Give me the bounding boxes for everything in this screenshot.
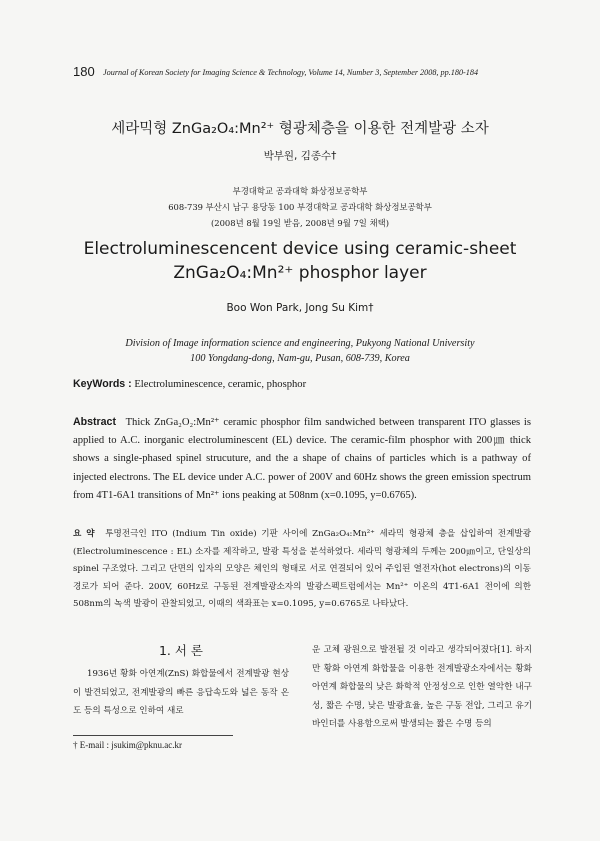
footnote-email: † E-mail : jsukim@pknu.ac.kr: [73, 740, 183, 750]
abstract-korean-text: 투명전극인 ITO (Indium Tin oxide) 기판 사이에 ZnGa₂O₄:Mn²⁺ 세라믹 형광체 층을 삽입하여 전계발광 (Electroluminescence : EL) 소자를 제작하고, 발광 특성을 분석하였다. 세라믹 형광체의 두께는 200㎛이고, 단일상의 spinel 구조였다. 그리고 단면의 입자의 모양은 체인의 형태로 서로 연결되어 있어 주입된 열전자(hot electrons)의 이동 경로가 되어 준다. 200V, 60Hz로 구동된 전계발광소자의 발광스펙트럼에서는 Mn²⁺ 이온의 4T1-6A1 전이에 의한 508nm의 녹색 발광이 관찰되었고, 이때의 색좌표는 x=0.1095, y=0.6765로 나타났다.: [73, 529, 531, 610]
english-title-line: Electroluminescencent device using ceramic-sheet: [83, 239, 517, 259]
korean-title: 세라믹형 ZnGa₂O₄:Mn²⁺ 형광체층을 이용한 전계발광 소자: [111, 121, 489, 137]
english-title-line: ZnGa₂O₄:Mn²⁺ phosphor layer: [173, 263, 427, 283]
english-affiliation-line: 100 Yongdang-dong, Nam-gu, Pusan, 608-739, Korea: [190, 353, 410, 364]
korean-affiliation-line: 부경대학교 공과대학 화상정보공학부: [232, 186, 368, 196]
korean-authors: 박부원, 김종수†: [263, 150, 337, 162]
english-title: [0, 237, 600, 285]
body-column-right: 운 고체 광원으로 발전될 것 이라고 생각되어졌다[1]. 하지만 황화 아연계 화합물을 이용한 전계발광소자에서는 황화 아연계 화합물의 낮은 화학적 안정성으로 인한 열악한 내구성, 짧은 수명, 낮은 발광효율, 높은 구동 전압, 그리고 유기바인더를 사용함으로써 발생되는 짧은 수명 등의: [312, 645, 532, 729]
english-authors: Boo Won Park, Jong Su Kim†: [226, 302, 374, 314]
korean-affiliation-line: 608-739 부산시 남구 용당동 100 부경대학교 공과대학 화상정보공학부: [168, 202, 432, 212]
running-head: Journal of Korean Society for Imaging Science & Technology, Volume 14, Number 3, September 2008, pp.180-184: [103, 68, 479, 77]
english-affiliation-line: Division of Image information science and engineering, Pukyong National University: [125, 338, 475, 349]
page-number: 180: [73, 64, 95, 79]
english-affiliation: [0, 336, 600, 366]
abstract-korean: [73, 526, 531, 614]
keywords-text: Electroluminescence, ceramic, phosphor: [134, 379, 307, 390]
abstract-korean-label: 요 약: [73, 529, 95, 539]
received-dates: (2008년 8월 19일 받음, 2008년 9월 7일 채택): [210, 218, 389, 228]
footnote-rule: [73, 735, 233, 736]
body-column-left: 1936년 황화 아연계(ZnS) 화합물에서 전계발광 현상이 발견되었고, 전계발광의 빠른 응답속도와 넓은 동작 온도 등의 특성으로 인하여 새로: [73, 669, 289, 716]
abstract-text: Thick ZnGa₂O₂:Mn²⁺ ceramic phosphor film sandwiched between transparent ITO glasses is applied to A.C. inorganic electroluminescent (EL) device. The ceramic-film phosphor with 200㎛ thick shows a single-phased spinel strucuture, and the a shape of chains of particles which is a pathway of injected electrons. The EL device under A.C. power of 200V and 60Hz shows the green emission spectrum from 4T1-6A1 transitions of Mn²⁺ ions peaking at 508nm (x=0.1095, y=0.6765).: [73, 417, 531, 501]
section-heading: 1. 서 론: [158, 643, 204, 658]
korean-affiliation: [0, 183, 600, 231]
keywords-label: KeyWords :: [73, 378, 132, 390]
abstract-label: Abstract: [73, 416, 116, 428]
abstract-english: [73, 413, 531, 505]
keywords: [73, 378, 306, 390]
